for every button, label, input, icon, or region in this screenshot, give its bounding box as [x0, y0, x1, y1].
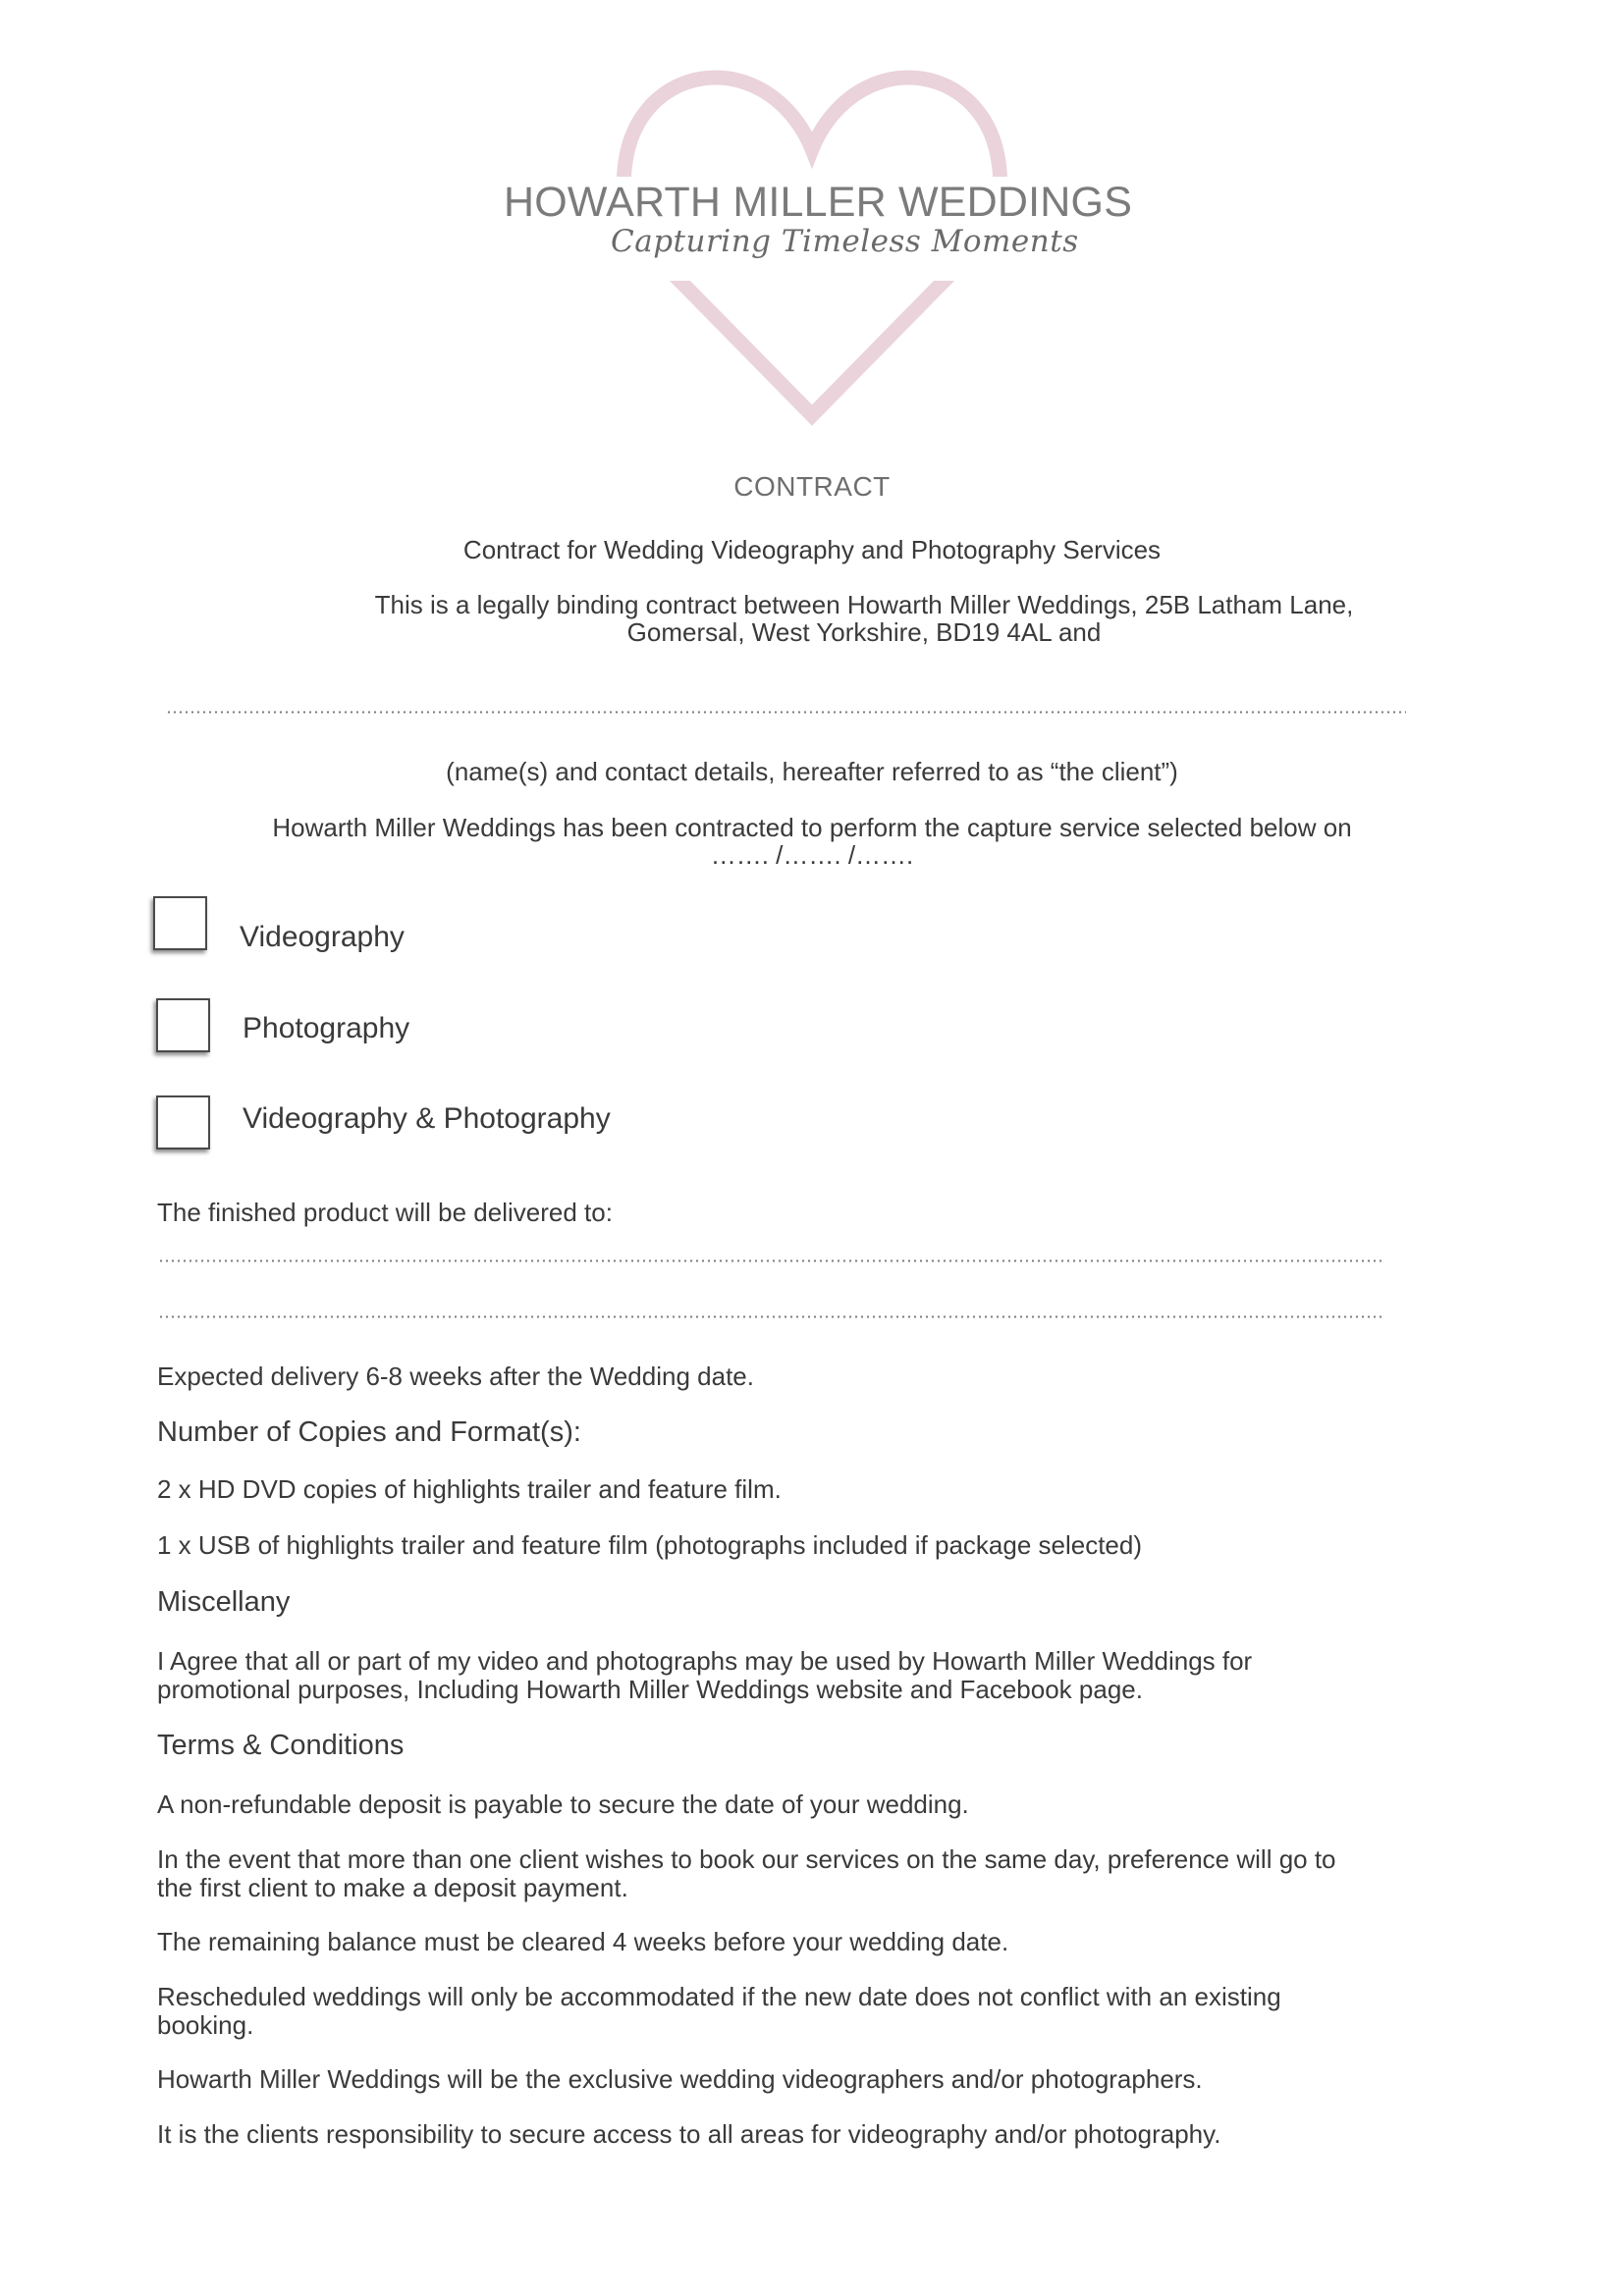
term-item: In the event that more than one client wishes to book our services on the same day, preference will go to [157, 1844, 1336, 1874]
miscellany-heading: Miscellany [157, 1586, 291, 1618]
service-statement: Howarth Miller Weddings has been contracted to perform the capture service selected below on [272, 813, 1352, 842]
miscellany-text-line-2: promotional purposes, Including Howarth Miller Weddings website and Facebook page. [157, 1675, 1143, 1704]
page-title: CONTRACT [733, 471, 891, 502]
term-item: A non-refundable deposit is payable to secure the date of your wedding. [157, 1789, 969, 1819]
term-item: The remaining balance must be cleared 4 weeks before your wedding date. [157, 1927, 1009, 1956]
checkbox-videography-photography[interactable] [156, 1095, 210, 1149]
intro-line-2: Gomersal, West Yorkshire, BD19 4AL and [626, 617, 1102, 647]
client-details-field[interactable] [166, 711, 1406, 714]
term-item-continued: the first client to make a deposit payment. [157, 1873, 628, 1902]
logo-tagline: Capturing Timeless Moments [611, 224, 1079, 259]
intro-line-1: This is a legally binding contract between Howarth Miller Weddings, 25B Latham Lane, [374, 590, 1354, 619]
delivery-label: The finished product will be delivered to: [157, 1198, 613, 1227]
checkbox-videography[interactable] [153, 896, 207, 950]
term-item: Howarth Miller Weddings will be the exclusive wedding videographers and/or photographers. [157, 2064, 1203, 2094]
miscellany-text-line-1: I Agree that all or part of my video and photographs may be used by Howarth Miller Weddings for [157, 1646, 1253, 1676]
copies-item: 1 x USB of highlights trailer and feature film (photographs included if package selected) [157, 1530, 1143, 1560]
checkbox-photography[interactable] [156, 998, 210, 1052]
option-label: Videography [240, 921, 405, 953]
option-label: Photography [243, 1012, 410, 1044]
logo-name: HOWARTH MILLER WEDDINGS [504, 179, 1133, 226]
copies-item: 2 x HD DVD copies of highlights trailer and feature film. [157, 1474, 782, 1504]
contract-subtitle: Contract for Wedding Videography and Photography Services [462, 535, 1162, 564]
term-item-continued: booking. [157, 2010, 254, 2040]
delivery-address-line-1[interactable] [158, 1259, 1383, 1262]
copies-heading: Number of Copies and Format(s): [157, 1416, 581, 1448]
option-label: Videography & Photography [243, 1102, 611, 1135]
date-field[interactable]: ……. /……. /……. [710, 840, 914, 870]
terms-heading: Terms & Conditions [157, 1730, 405, 1761]
expected-delivery: Expected delivery 6-8 weeks after the Wedding date. [157, 1362, 754, 1391]
term-item: It is the clients responsibility to secure access to all areas for videography and/or photography. [157, 2119, 1221, 2149]
term-item: Rescheduled weddings will only be accommodated if the new date does not conflict with an existing [157, 1982, 1281, 2011]
client-caption: (name(s) and contact details, hereafter referred to as “the client”) [446, 757, 1178, 786]
delivery-address-line-2[interactable] [158, 1315, 1383, 1318]
